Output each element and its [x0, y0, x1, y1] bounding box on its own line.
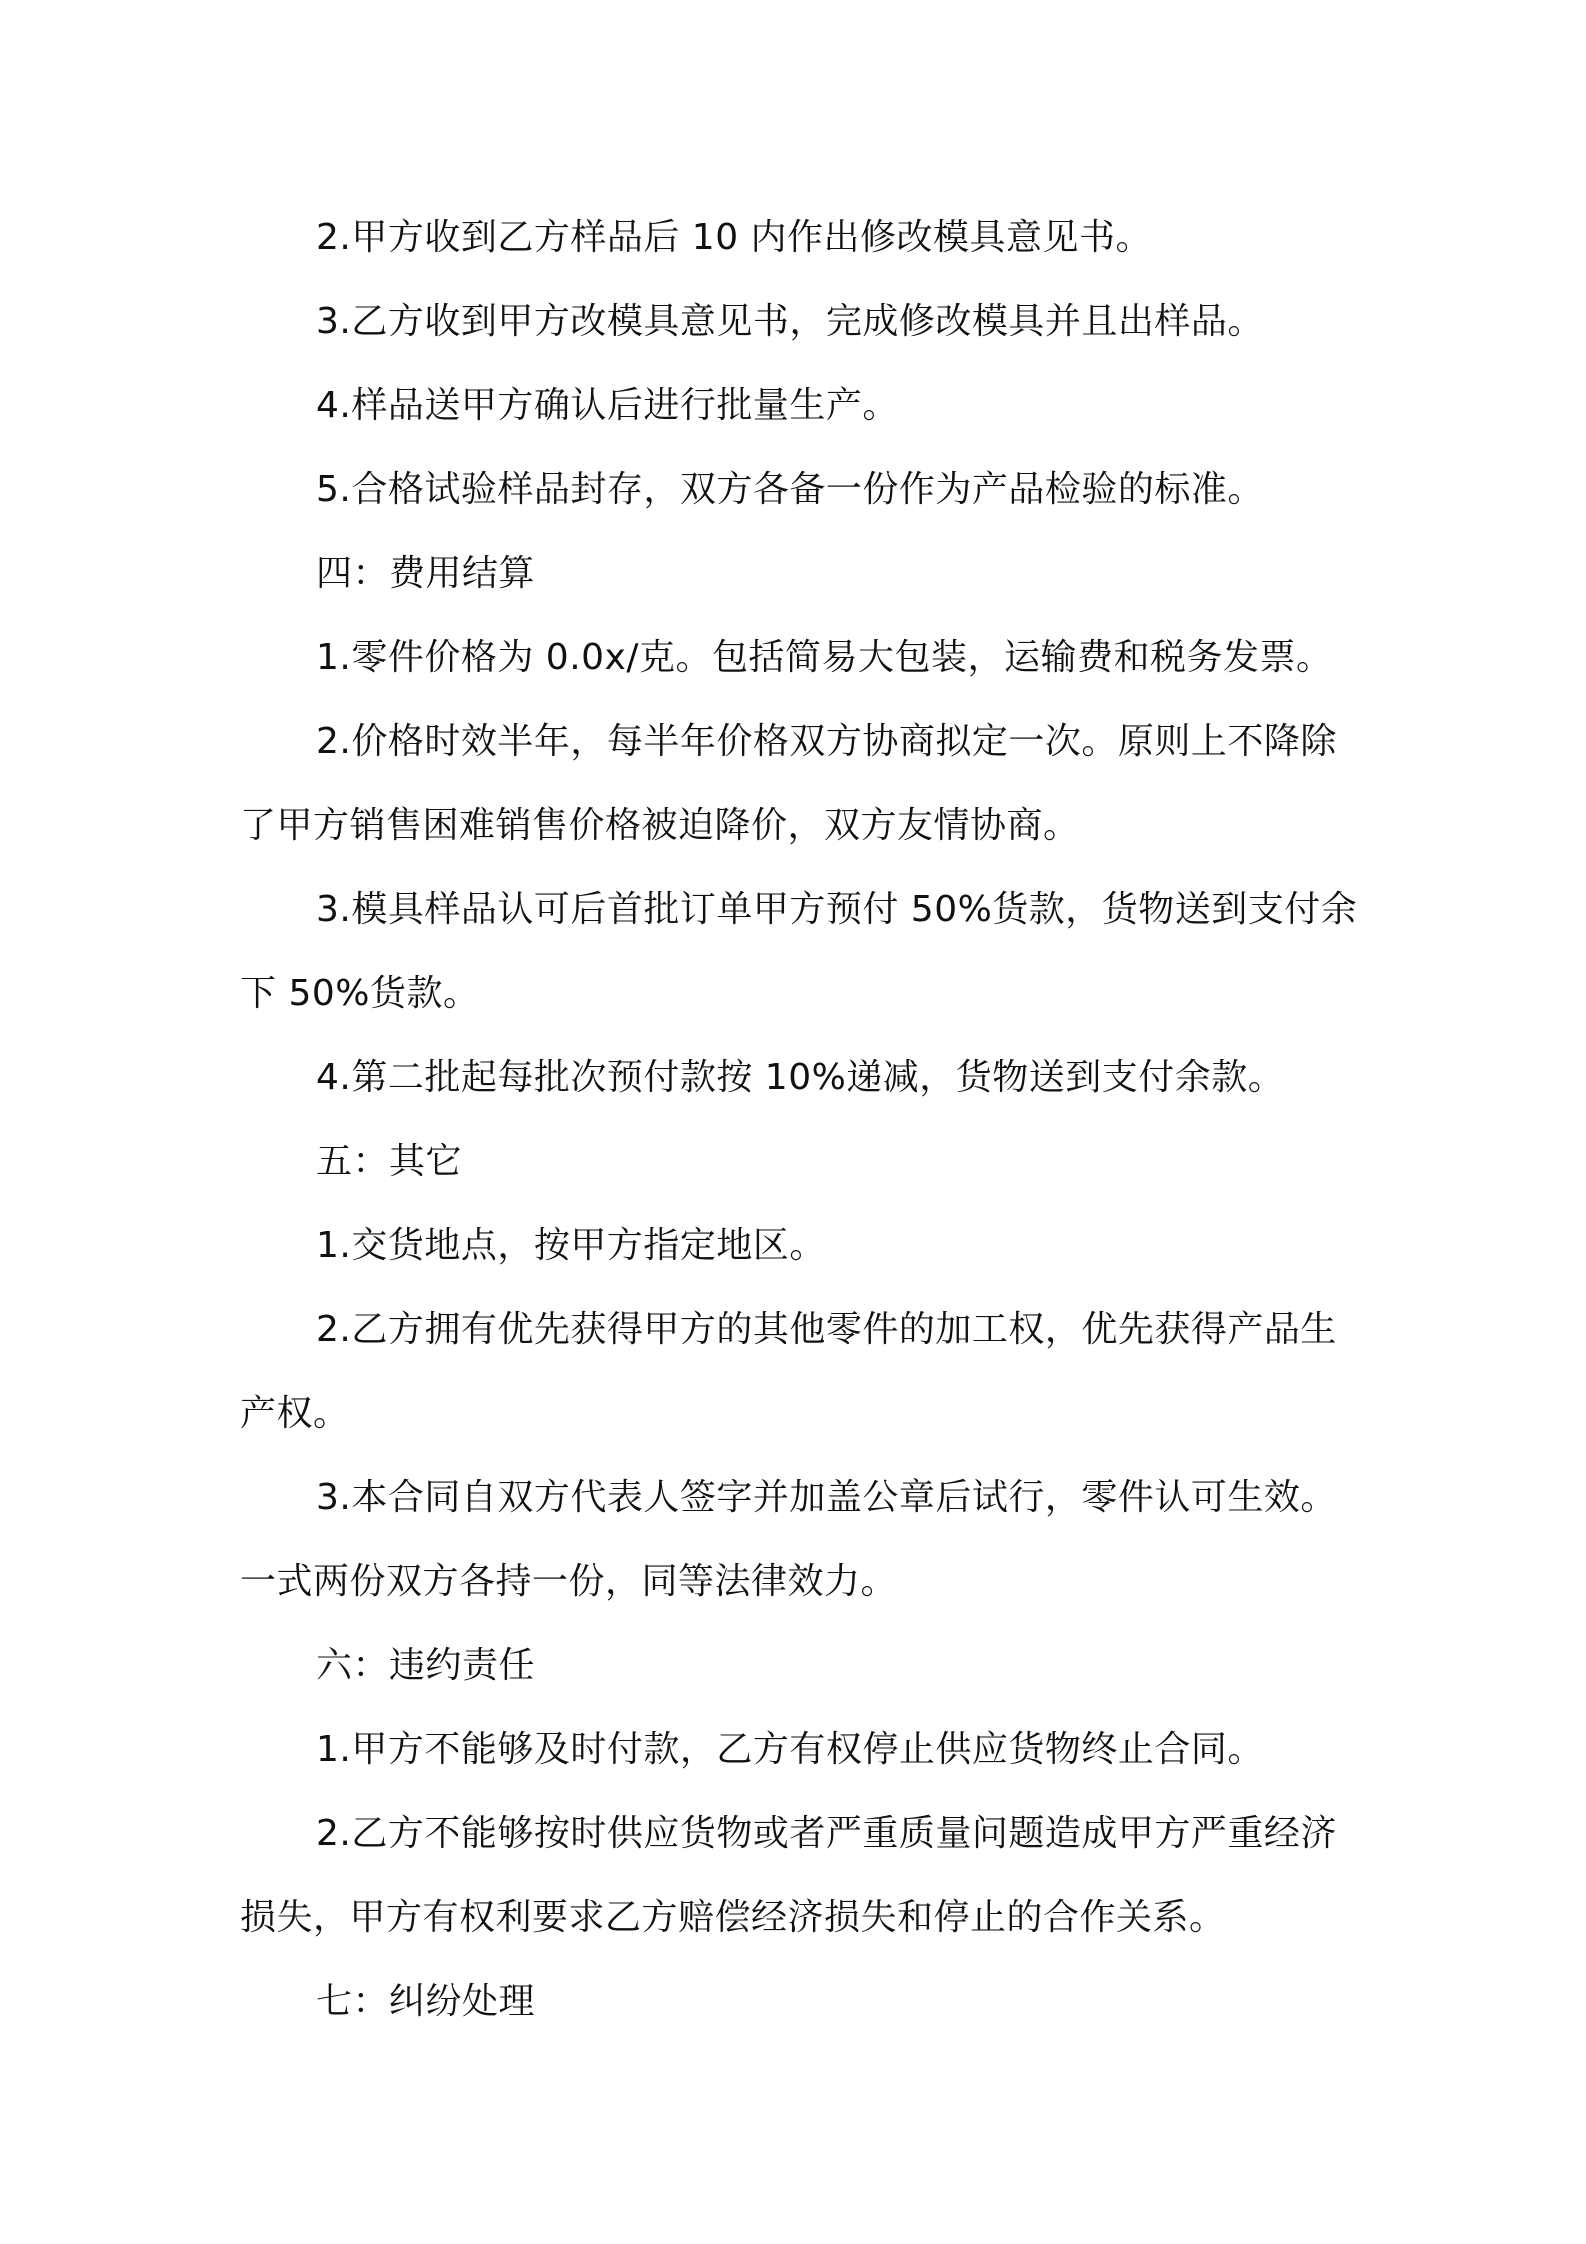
section-heading: 四：费用结算 — [316, 553, 536, 594]
document-body — [240, 196, 1360, 2044]
clause-paragraph: 1.零件价格为 0.0x/克。包括简易大包装，运输费和税务发票。 — [316, 637, 1333, 678]
clause-paragraph: 2.甲方收到乙方样品后 10 内作出修改模具意见书。 — [316, 217, 1153, 258]
section-heading: 五：其它 — [316, 1141, 463, 1182]
clause-paragraph: 1.交货地点，按甲方指定地区。 — [316, 1225, 826, 1266]
clause-paragraph: 2.价格时效半年，每半年价格双方协商拟定一次。原则上不降除了甲方销售困难销售价格被迫降价，双方友情协商。 — [240, 721, 1337, 846]
clause-paragraph: 4.第二批起每批次预付款按 10%递减，货物送到支付余款。 — [316, 1057, 1285, 1098]
clause-paragraph: 1.甲方不能够及时付款，乙方有权停止供应货物终止合同。 — [316, 1729, 1264, 1770]
clause-paragraph: 3.模具样品认可后首批订单甲方预付 50%货款，货物送到支付余下 50%货款。 — [240, 889, 1358, 1014]
clause-paragraph: 2.乙方拥有优先获得甲方的其他零件的加工权，优先获得产品生产权。 — [240, 1309, 1337, 1434]
clause-paragraph: 3.乙方收到甲方改模具意见书，完成修改模具并且出样品。 — [316, 301, 1264, 342]
section-heading: 七：纠纷处理 — [316, 1981, 536, 2022]
clause-paragraph: 4.样品送甲方确认后进行批量生产。 — [316, 385, 899, 426]
clause-paragraph: 2.乙方不能够按时供应货物或者严重质量问题造成甲方严重经济损失，甲方有权利要求乙方赔偿经济损失和停止的合作关系。 — [240, 1813, 1337, 1938]
clause-paragraph: 3.本合同自双方代表人签字并加盖公章后试行，零件认可生效。一式两份双方各持一份，同等法律效力。 — [240, 1477, 1337, 1602]
section-heading: 六：违约责任 — [316, 1645, 536, 1686]
clause-paragraph: 5.合格试验样品封存，双方各备一份作为产品检验的标准。 — [316, 469, 1264, 510]
